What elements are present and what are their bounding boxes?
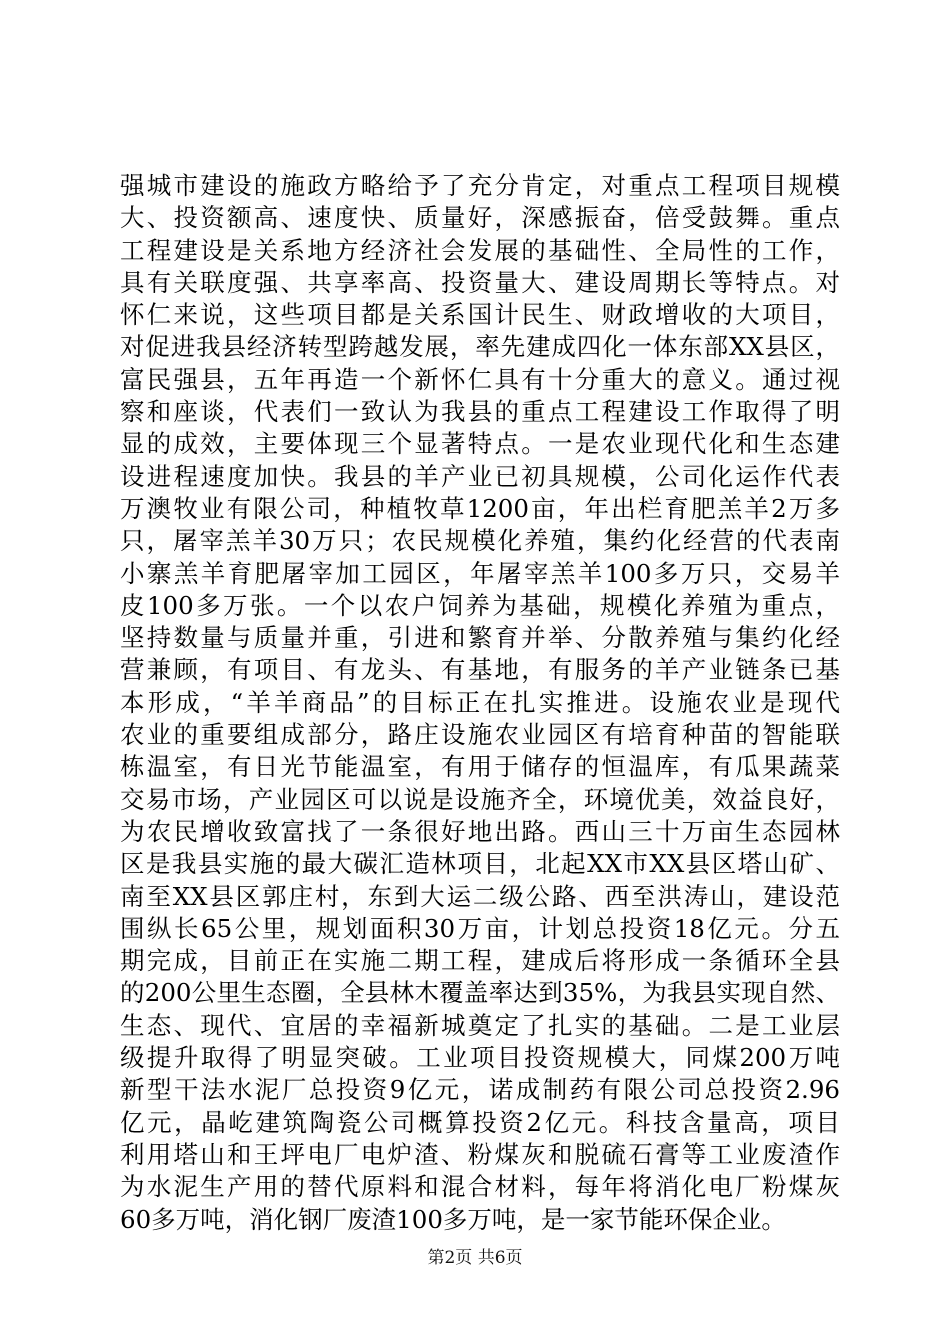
text-line: 万澳牧业有限公司，种植牧草1200亩，年出栏育肥羔羊2万多 [120,493,840,523]
text-line: 亿元，晶屹建筑陶瓷公司概算投资2亿元。科技含量高，项目 [120,1107,840,1137]
text-line: 生态、现代、宜居的幸福新城奠定了扎实的基础。二是工业层 [120,1010,840,1040]
text-line: 对促进我县经济转型跨越发展，率先建成四化一体东部XX县区， [120,332,840,362]
text-line: 只，屠宰羔羊30万只；农民规模化养殖，集约化经营的代表南 [120,526,840,556]
text-line: 察和座谈，代表们一致认为我县的重点工程建设工作取得了明 [120,397,840,427]
text-line: 怀仁来说，这些项目都是关系国计民生、财政增收的大项目， [120,300,840,330]
text-line: 为农民增收致富找了一条很好地出路。西山三十万亩生态园林 [120,816,840,846]
text-line: 农业的重要组成部分，路庄设施农业园区有培育种苗的智能联 [120,720,840,750]
text-line: 为水泥生产用的替代原料和混合材料，每年将消化电厂粉煤灰 [120,1172,840,1202]
text-line: 小寨羔羊育肥屠宰加工园区，年屠宰羔羊100多万只，交易羊 [120,558,840,588]
text-line: 60多万吨，消化钢厂废渣100多万吨，是一家节能环保企业。 [120,1204,786,1234]
text-line: 级提升取得了明显突破。工业项目投资规模大，同煤200万吨 [120,1043,840,1073]
page-footer: 第2页 共6页 [427,1248,523,1268]
text-line: 营兼顾，有项目、有龙头、有基地，有服务的羊产业链条已基 [120,655,840,685]
text-line: 具有关联度强、共享率高、投资量大、建设周期长等特点。对 [120,267,840,297]
text-line: 富民强县，五年再造一个新怀仁具有十分重大的意义。通过视 [120,364,840,394]
text-line: 显的成效，主要体现三个显著特点。一是农业现代化和生态建 [120,429,840,459]
text-line: 强城市建设的施政方略给予了充分肯定，对重点工程项目规模 [120,171,840,200]
text-line: 坚持数量与质量并重，引进和繁育并举、分散养殖与集约化经 [120,623,840,653]
text-line: 区是我县实施的最大碳汇造林项目，北起XX市XX县区塔山矿、 [120,849,840,879]
text-line: 交易市场，产业园区可以说是设施齐全，环境优美，效益良好， [120,784,840,814]
text-line: 本形成，“羊羊商品”的目标正在扎实推进。设施农业是现代 [120,687,840,717]
text-line: 新型干法水泥厂总投资9亿元，诺成制药有限公司总投资2.96 [120,1075,840,1105]
text-line: 期完成，目前正在实施二期工程，建成后将形成一条循环全县 [120,946,840,976]
text-line: 栋温室，有日光节能温室，有用于储存的恒温库，有瓜果蔬菜 [120,752,840,782]
text-line: 设进程速度加快。我县的羊产业已初具规模，公司化运作代表 [120,461,840,491]
text-line: 的200公里生态圈，全县林木覆盖率达到35%，为我县实现自然、 [120,978,840,1008]
text-line: 工程建设是关系地方经济社会发展的基础性、全局性的工作， [120,235,840,265]
text-line: 利用塔山和王坪电厂电炉渣、粉煤灰和脱硫石膏等工业废渣作 [120,1139,840,1169]
text-line: 南至XX县区郭庄村，东到大运二级公路、西至洪涛山，建设范 [120,881,840,911]
text-line: 皮100多万张。一个以农户饲养为基础，规模化养殖为重点， [120,590,840,620]
text-line: 大、投资额高、速度快、质量好，深感振奋，倍受鼓舞。重点 [120,203,840,233]
body-text [120,170,840,1236]
text-line: 围纵长65公里，规划面积30万亩，计划总投资18亿元。分五 [120,913,840,943]
